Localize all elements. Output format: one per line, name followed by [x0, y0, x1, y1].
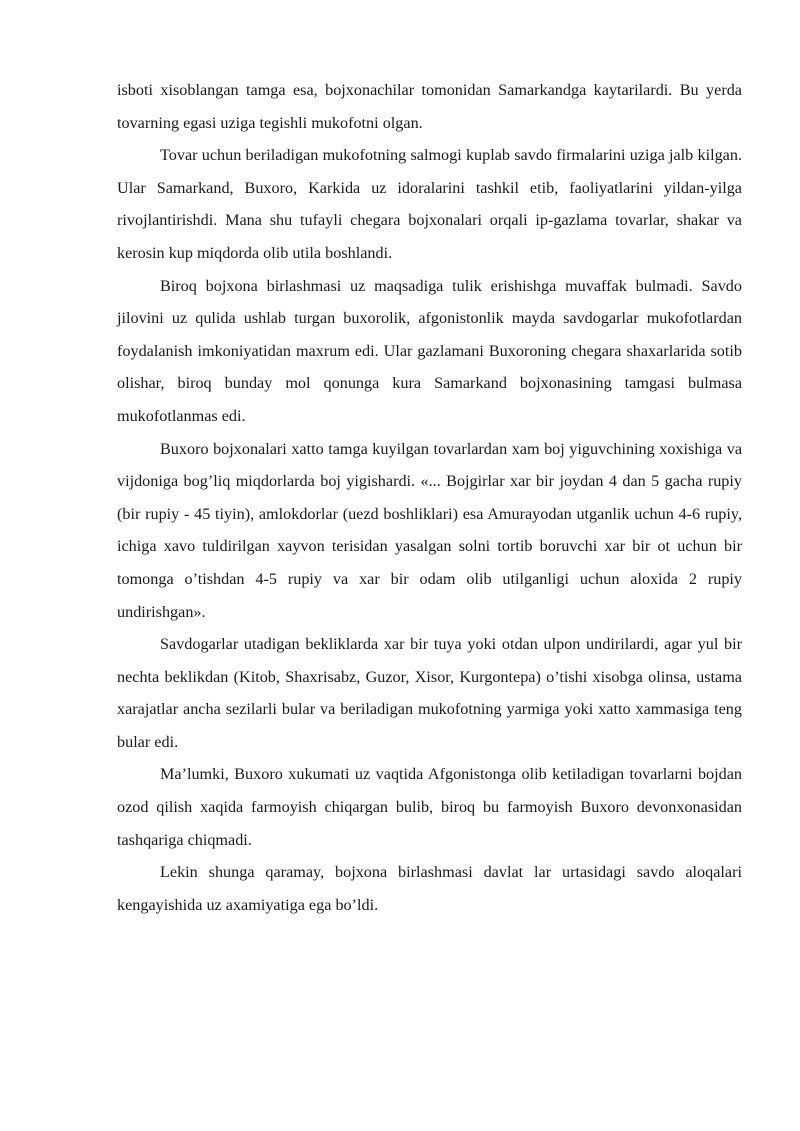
document-page [117, 74, 742, 921]
paragraph: Ma’lumki, Buxoro xukumati uz vaqtida Afgonistonga olib ketiladigan tovarlarni bojdan ozod qilish xaqida farmoyish chiqargan bulib, biroq bu farmoyish Buxoro devonxonasidan tashqariga chiqmadi. [117, 765, 742, 849]
paragraph: Buxoro bojxonalari xatto tamga kuyilgan tovarlardan xam boj yiguvchining xoxishiga va vijdoniga bog’liq miqdorlarda boj yigishardi. «... Bojgirlar xar bir joydan 4 dan 5 gacha rupiy (bir rupiy - 45 tiyin), amlokdorlar (uezd boshliklari) esa Amurayodan utganlik uchun 4-6 rupiy, ichiga xavo tuldirilgan xayvon terisidan yasalgan solni tortib boruvchi xar bir ot uchun bir tomonga o’tishdan 4-5 rupiy va xar bir odam olib utilganligi uchun aloxida 2 rupiy undirishgan». [117, 439, 742, 621]
paragraph-continued: isboti xisoblangan tamga esa, bojxonachilar tomonidan Samarkandga kaytarilardi. Bu yerda tovarning egasi uziga tegishli mukofotni olgan. [117, 81, 742, 132]
paragraph: Tovar uchun beriladigan mukofotning salmogi kuplab savdo firmalarini uziga jalb kilgan. Ular Samarkand, Buxoro, Karkida uz idoralarini tashkil etib, faoliyatlarini yildan-yilga rivojlantirishdi. Mana shu tufayli chegara bojxonalari orqali ip-gazlama tovarlar, shakar va kerosin kup miqdorda olib utila boshlandi. [117, 146, 742, 262]
paragraph: Lekin shunga qaramay, bojxona birlashmasi davlat lar urtasidagi savdo aloqalari kengayishida uz axamiyatiga ega bo’ldi. [117, 863, 742, 914]
paragraph: Biroq bojxona birlashmasi uz maqsadiga tulik erishishga muvaffak bulmadi. Savdo jilovini uz qulida ushlab turgan buxorolik, afgonistonlik mayda savdogarlar mukofotlardan foydalanish imkoniyatidan maxrum edi. Ular gazlamani Buxoroning chegara shaxarlarida sotib olishar, biroq bunday mol qonunga kura Samarkand bojxonasining tamgasi bulmasa mukofotlanmas edi. [117, 276, 742, 425]
paragraph: Savdogarlar utadigan bekliklarda xar bir tuya yoki otdan ulpon undirilardi, agar yul bir nechta beklikdan (Kitob, Shaxrisabz, Guzor, Xisor, Kurgontepa) o’tishi xisobga olinsa, ustama xarajatlar ancha sezilarli bular va beriladigan mukofotning yarmiga yoki xatto xammasiga teng bular edi. [117, 635, 742, 751]
